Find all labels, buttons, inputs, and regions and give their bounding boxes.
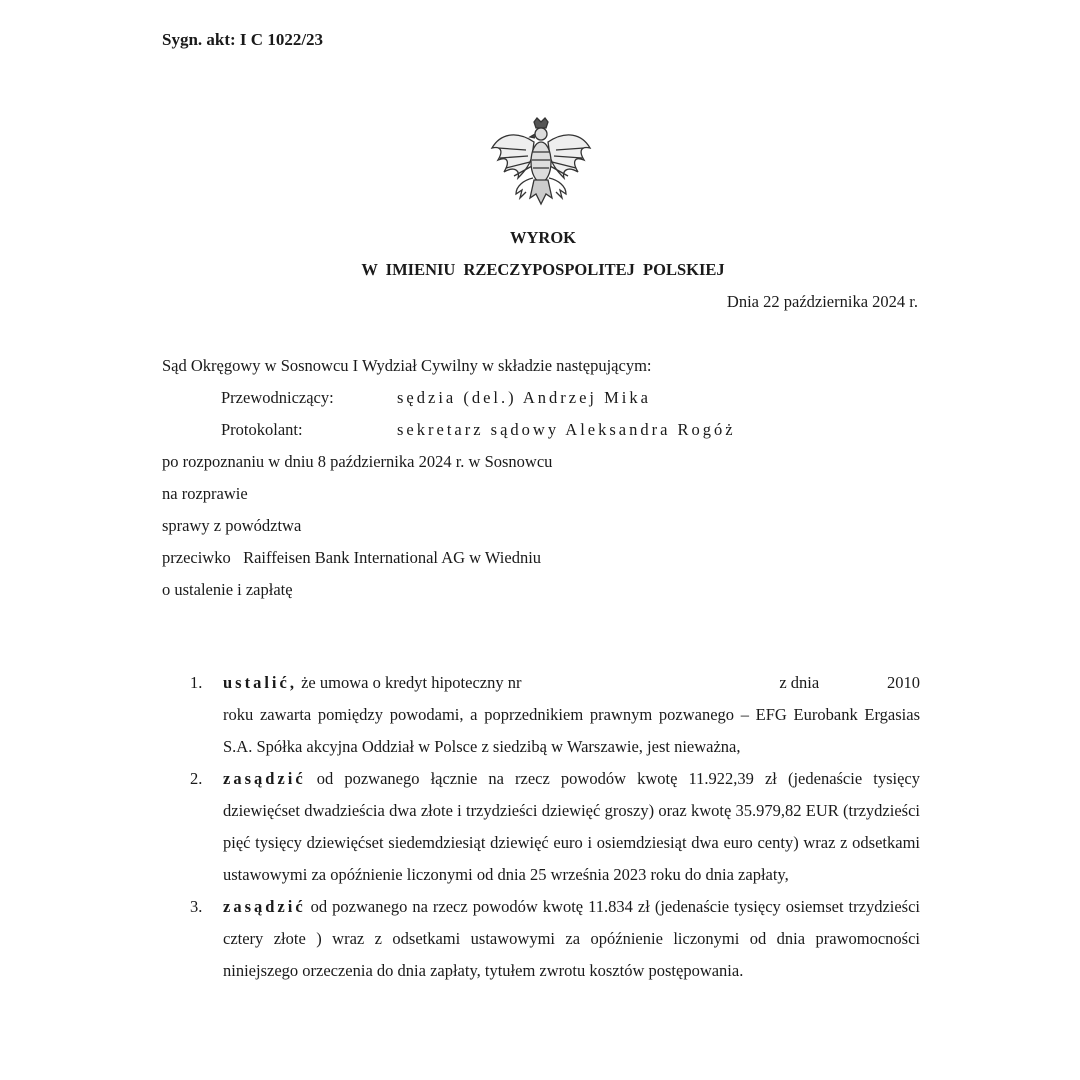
ruling-keyword: zasądzić bbox=[223, 769, 306, 788]
ruling-number: 1. bbox=[190, 673, 203, 692]
judgment-title: WYROK bbox=[510, 228, 576, 247]
ruling-text: że umowa o kredyt hipoteczny nr bbox=[301, 673, 522, 692]
ruling-first-line bbox=[223, 667, 920, 699]
chair-label: Przewodniczący: bbox=[221, 388, 334, 407]
ruling-keyword: ustalić, bbox=[223, 673, 297, 692]
hearing-type: na rozprawie bbox=[162, 484, 248, 503]
case-number: Sygn. akt: I C 1022/23 bbox=[162, 30, 324, 49]
clerk-value: sekretarz sądowy Aleksandra Rogóż bbox=[397, 420, 736, 439]
defendant-name: Raiffeisen Bank International AG w Wiedniu bbox=[243, 548, 542, 567]
case-subject: o ustalenie i zapłatę bbox=[162, 580, 293, 599]
ruling-year: 2010 bbox=[887, 673, 920, 692]
ruling-number: 3. bbox=[190, 897, 203, 916]
ruling-number: 2. bbox=[190, 769, 203, 788]
chair-value: sędzia (del.) Andrzej Mika bbox=[397, 388, 651, 407]
ruling-text: z dnia bbox=[779, 673, 820, 692]
hearing-info: po rozpoznaniu w dniu 8 października 2024 r. w Sosnowcu bbox=[162, 452, 553, 471]
rulings-list bbox=[190, 667, 920, 987]
polish-eagle-emblem-icon bbox=[486, 116, 596, 212]
clerk-label: Protokolant: bbox=[221, 420, 303, 439]
court-composition-intro: Sąd Okręgowy w Sosnowcu I Wydział Cywilny w składzie następującym: bbox=[162, 356, 652, 375]
ruling-keyword: zasądzić bbox=[223, 897, 306, 916]
defendant-line bbox=[162, 548, 541, 568]
defendant-prefix: przeciwko bbox=[162, 548, 231, 567]
judgment-date: Dnia 22 października 2024 r. bbox=[726, 292, 918, 311]
plaintiff-line: sprawy z powództwa bbox=[162, 516, 302, 535]
ruling-item bbox=[190, 667, 920, 763]
ruling-item bbox=[190, 891, 920, 987]
ruling-item bbox=[190, 763, 920, 891]
ruling-text: roku zawarta pomiędzy powodami, a poprzednikiem prawnym pozwanego – EFG Eurobank Ergasias S.A. Spółka akcyjna Oddział w Polsce z siedzibą w Warszawie, jest nieważna, bbox=[223, 705, 920, 756]
ruling-text: od pozwanego na rzecz powodów kwotę 11.834 zł (jedenaście tysięcy osiemset trzydzieści cztery złote ) wraz z odsetkami ustawowymi za opóźnienie liczonymi od dnia prawomocności niniejszego orzeczenia do dnia zapłaty, tytułem zwrotu kosztów postępowania. bbox=[223, 897, 921, 980]
ruling-text: od pozwanego łącznie na rzecz powodów kwotę 11.922,39 zł (jedenaście tysięcy dziewięćset dwadzieścia dwa złote i trzydzieści dziewięć groszy) oraz kwotę 35.979,82 EUR (trzydzieści pięć tysięcy dziewięćset siedemdziesiąt dziewięć euro i osiemdziesiąt dwa euro centy) wraz z odsetkami ustawowymi za opóźnienie liczonymi od dnia 25 września 2023 roku do dnia zapłaty, bbox=[223, 769, 920, 884]
judgment-subtitle: W IMIENIU RZECZYPOSPOLITEJ POLSKIEJ bbox=[361, 260, 725, 279]
